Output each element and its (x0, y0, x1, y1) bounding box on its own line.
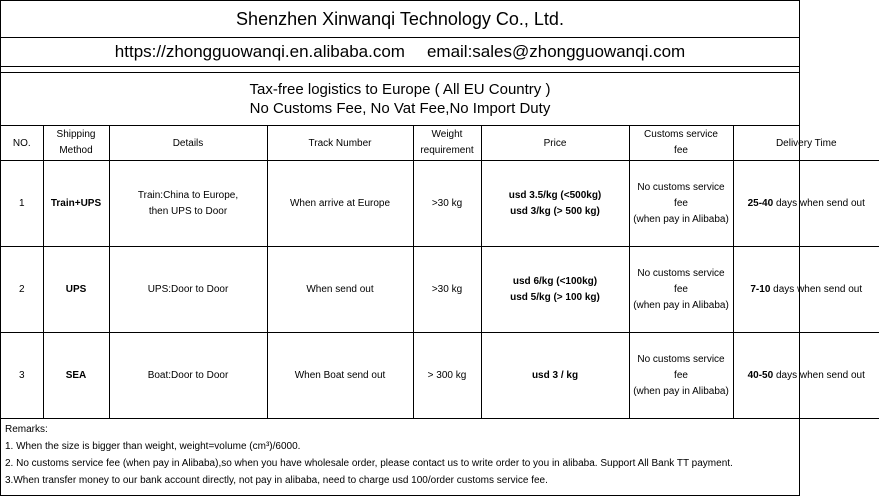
shipping-method: UPS (43, 247, 109, 333)
row-number: 3 (1, 333, 43, 419)
delivery-time (733, 247, 879, 333)
banner-line-2: No Customs Fee, No Vat Fee,No Import Duty (249, 100, 551, 117)
header-delivery-time: Delivery Time (733, 126, 879, 161)
delivery-days: 25-40 (747, 198, 774, 209)
contact-row (1, 38, 799, 67)
track-number: When Boat send out (267, 333, 413, 419)
remarks-title: Remarks: (5, 424, 48, 435)
price: usd 6/kg (<100kg) usd 5/kg (> 100 kg) (481, 247, 629, 333)
table-row (1, 333, 879, 419)
customs-fee: No customs service fee (when pay in Alibaba) (629, 333, 733, 419)
table-row (1, 247, 879, 333)
delivery-time (733, 161, 879, 247)
price: usd 3.5/kg (<500kg) usd 3/kg (> 500 kg) (481, 161, 629, 247)
header-price: Price (481, 126, 629, 161)
row-number: 1 (1, 161, 43, 247)
weight-requirement: >30 kg (413, 161, 481, 247)
table-header-row (1, 126, 879, 161)
details: UPS:Door to Door (109, 247, 267, 333)
header-details: Details (109, 126, 267, 161)
delivery-suffix: days when send out (773, 370, 865, 381)
price: usd 3 / kg (481, 333, 629, 419)
company-name: Shenzhen Xinwanqi Technology Co., Ltd. (236, 8, 564, 29)
header-track-number: Track Number (267, 126, 413, 161)
track-number: When arrive at Europe (267, 161, 413, 247)
email-link[interactable]: email:sales@zhongguowanqi.com (426, 42, 686, 61)
company-title-row (1, 1, 799, 38)
header-no: NO. (1, 126, 43, 161)
track-number: When send out (267, 247, 413, 333)
row-number: 2 (1, 247, 43, 333)
website-link[interactable]: https://zhongguowanqi.en.alibaba.com (114, 42, 405, 61)
delivery-suffix: days when send out (770, 284, 863, 295)
details: Train:China to Europe, then UPS to Door (109, 161, 267, 247)
header-customs-fee: Customs service fee (629, 126, 733, 161)
remark-item: 1. When the size is bigger than weight, weight=volume (cm³)/6000. (5, 441, 301, 452)
remarks (1, 419, 799, 491)
delivery-days: 7-10 (750, 284, 771, 295)
details: Boat:Door to Door (109, 333, 267, 419)
shipping-method: Train+UPS (43, 161, 109, 247)
customs-fee: No customs service fee (when pay in Alibaba) (629, 161, 733, 247)
header-shipping-method: Shipping Method (43, 126, 109, 161)
customs-fee: No customs service fee (when pay in Alibaba) (629, 247, 733, 333)
shipping-method: SEA (43, 333, 109, 419)
remark-item: 3.When transfer money to our bank account directly, not pay in alibaba, need to charge usd 100/order customs service fee. (5, 475, 548, 486)
remark-item: 2. No customs service fee (when pay in Alibaba),so when you have wholesale order, please contact us to write order to you in alibaba. Support All Bank TT payment. (5, 458, 733, 469)
delivery-suffix: days when send out (773, 198, 865, 209)
logistics-banner (1, 73, 799, 126)
banner-line-1: Tax-free logistics to Europe ( All EU Country ) (249, 81, 551, 98)
weight-requirement: >30 kg (413, 247, 481, 333)
shipping-table (1, 126, 879, 419)
table-row (1, 161, 879, 247)
delivery-time (733, 333, 879, 419)
delivery-days: 40-50 (747, 370, 774, 381)
weight-requirement: > 300 kg (413, 333, 481, 419)
header-weight: Weight requirement (413, 126, 481, 161)
